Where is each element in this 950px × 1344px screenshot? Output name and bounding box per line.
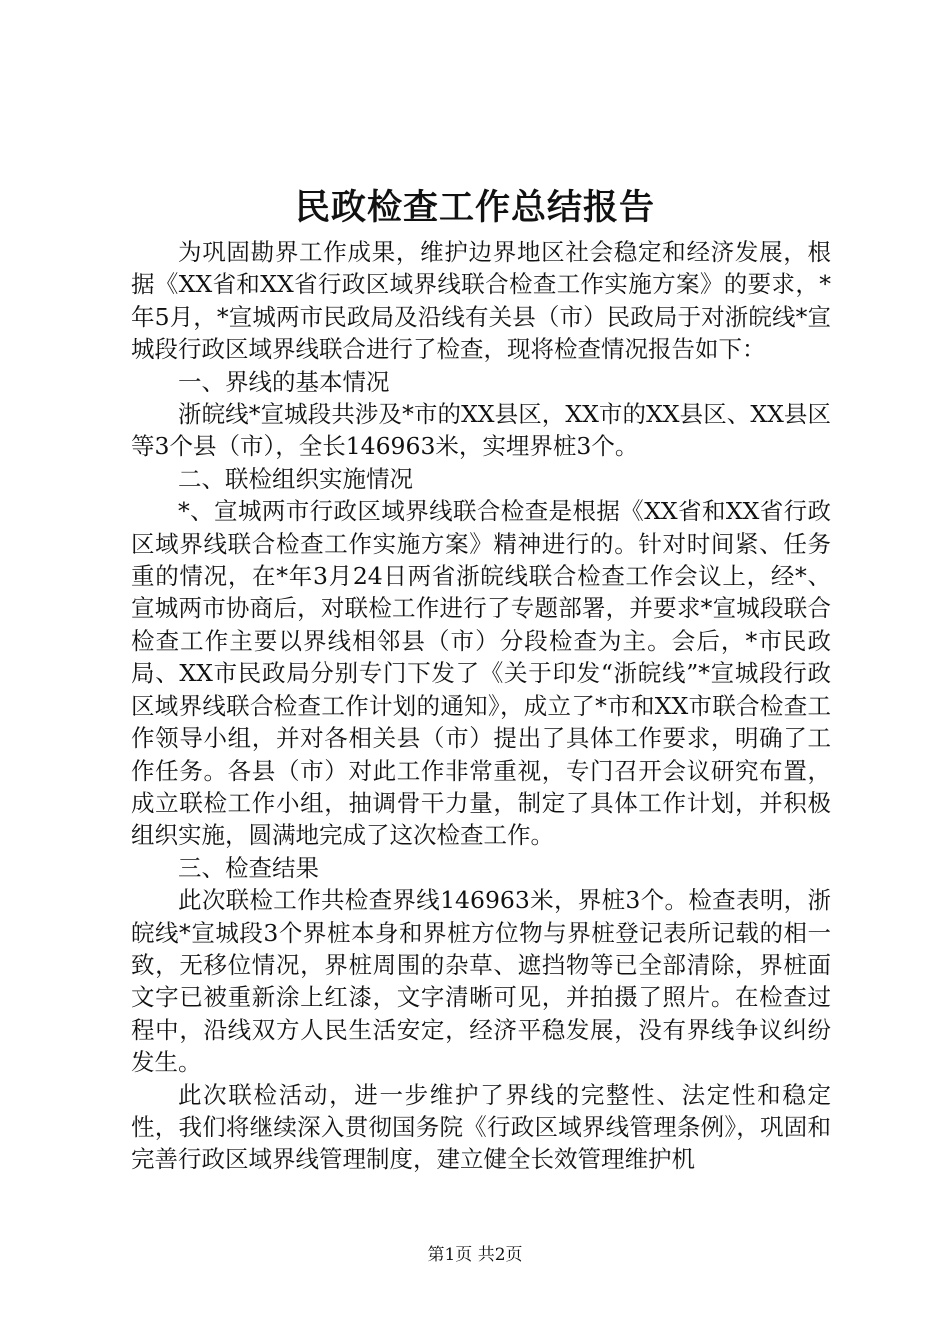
- paragraph-implementation: *、宣城两市行政区域界线联合检查是根据《XX省和XX省行政区域界线联合检查工作实施方案》精神进行的。针对时间紧、任务重的情况，在*年3月24日两省浙皖线联合检查工作会议上，经*、宣城两市协商后，对联检工作进行了专题部署，并要求*宣城段联合检查工作主要以界线相邻县（市）分段检查为主。会后，*市民政局、XX市民政局分别专门下发了《关于印发“浙皖线”*宣城段行政区域界线联合检查工作计划的通知》，成立了*市和XX市联合检查工作领导小组，并对各相关县（市）提出了具体工作要求，明确了工作任务。各县（市）对此工作非常重视，专门召开会议研究布置，成立联检工作小组，抽调骨干力量，制定了具体工作计划，并积极组织实施，圆满地完成了这次检查工作。: [131, 497, 831, 850]
- paragraph-conclusion: 此次联检活动，进一步维护了界线的完整性、法定性和稳定性，我们将继续深入贯彻国务院《行政区域界线管理条例》，巩固和完善行政区域界线管理制度，建立健全长效管理维护机: [131, 1080, 831, 1174]
- document-body: [131, 236, 831, 1176]
- paragraph-results: 此次联检工作共检查界线146963米，界桩3个。检查表明，浙皖线*宣城段3个界桩本身和界桩方位物与界桩登记表所记载的相一致，无移位情况，界桩周围的杂草、遮挡物等已全部清除，界桩面文字已被重新涂上红漆，文字清晰可见，并拍摄了照片。在检查过程中，沿线双方人民生活安定，经济平稳发展，没有界线争议纠纷发生。: [131, 886, 831, 1077]
- page-footer: [0, 1243, 950, 1267]
- document-title: 民政检查工作总结报告: [294, 187, 655, 228]
- section-heading-2: 二、联检组织实施情况: [178, 464, 413, 493]
- section-heading-1: 一、界线的基本情况: [178, 367, 390, 396]
- paragraph-intro: 为巩固勘界工作成果，维护边界地区社会稳定和经济发展，根据《XX省和XX省行政区域界线联合检查工作实施方案》的要求，*年5月，*宣城两市民政局及沿线有关县（市）民政局于对浙皖线*宣城段行政区域界线联合进行了检查，现将检查情况报告如下：: [131, 238, 831, 364]
- section-heading-3: 三、检查结果: [178, 853, 319, 882]
- page-number: 第1页: [427, 1245, 473, 1265]
- page-total: 共2页: [477, 1245, 523, 1265]
- paragraph-basic-situation: 浙皖线*宣城段共涉及*市的XX县区，XX市的XX县区、XX县区等3个县（市），全长146963米，实埋界桩3个。: [131, 400, 831, 461]
